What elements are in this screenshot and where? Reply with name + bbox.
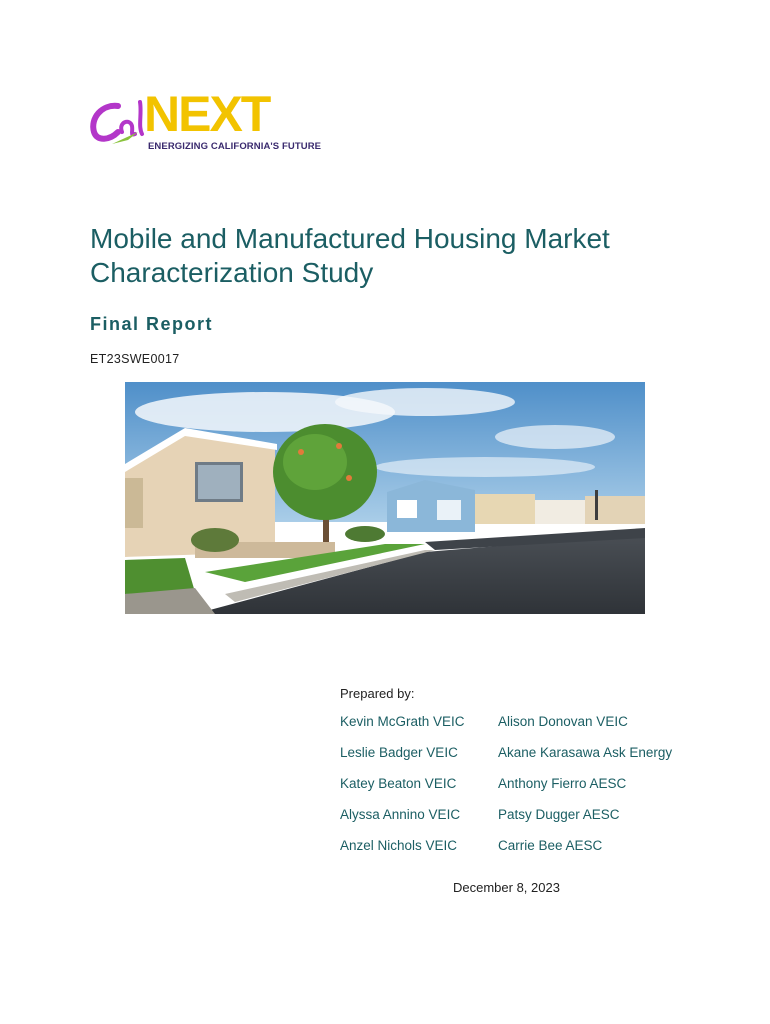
author-name: Alison Donovan VEIC: [498, 714, 628, 729]
author-name: Carrie Bee AESC: [498, 838, 603, 853]
author-row: [340, 745, 720, 776]
author-row: [340, 714, 720, 745]
author-name: Patsy Dugger AESC: [498, 807, 620, 822]
document-date: December 8, 2023: [453, 880, 560, 895]
author-name: Anzel Nichols VEIC: [340, 838, 458, 853]
document-subtitle: Final Report: [90, 314, 214, 334]
author-row: [340, 776, 720, 807]
author-name: Kevin McGrath VEIC: [340, 714, 465, 729]
cover-photo: [125, 382, 645, 614]
author-row: [340, 807, 720, 838]
logo-wordmark: NEXT: [144, 86, 270, 142]
calnext-logo: [88, 86, 322, 158]
author-name: Akane Karasawa Ask Energy: [498, 745, 673, 760]
logo-tagline: ENERGIZING CALIFORNIA'S FUTURE: [148, 141, 322, 152]
author-name: Leslie Badger VEIC: [340, 745, 458, 760]
author-row: [340, 838, 720, 869]
author-name: Alyssa Annino VEIC: [340, 807, 461, 822]
author-name: Katey Beaton VEIC: [340, 776, 457, 791]
author-name: Anthony Fierro AESC: [498, 776, 627, 791]
author-list: [340, 714, 720, 869]
document-title: Mobile and Manufactured Housing Market Characterization Study: [90, 223, 610, 288]
document-code: ET23SWE0017: [90, 352, 180, 366]
prepared-by-label: Prepared by:: [340, 686, 415, 701]
